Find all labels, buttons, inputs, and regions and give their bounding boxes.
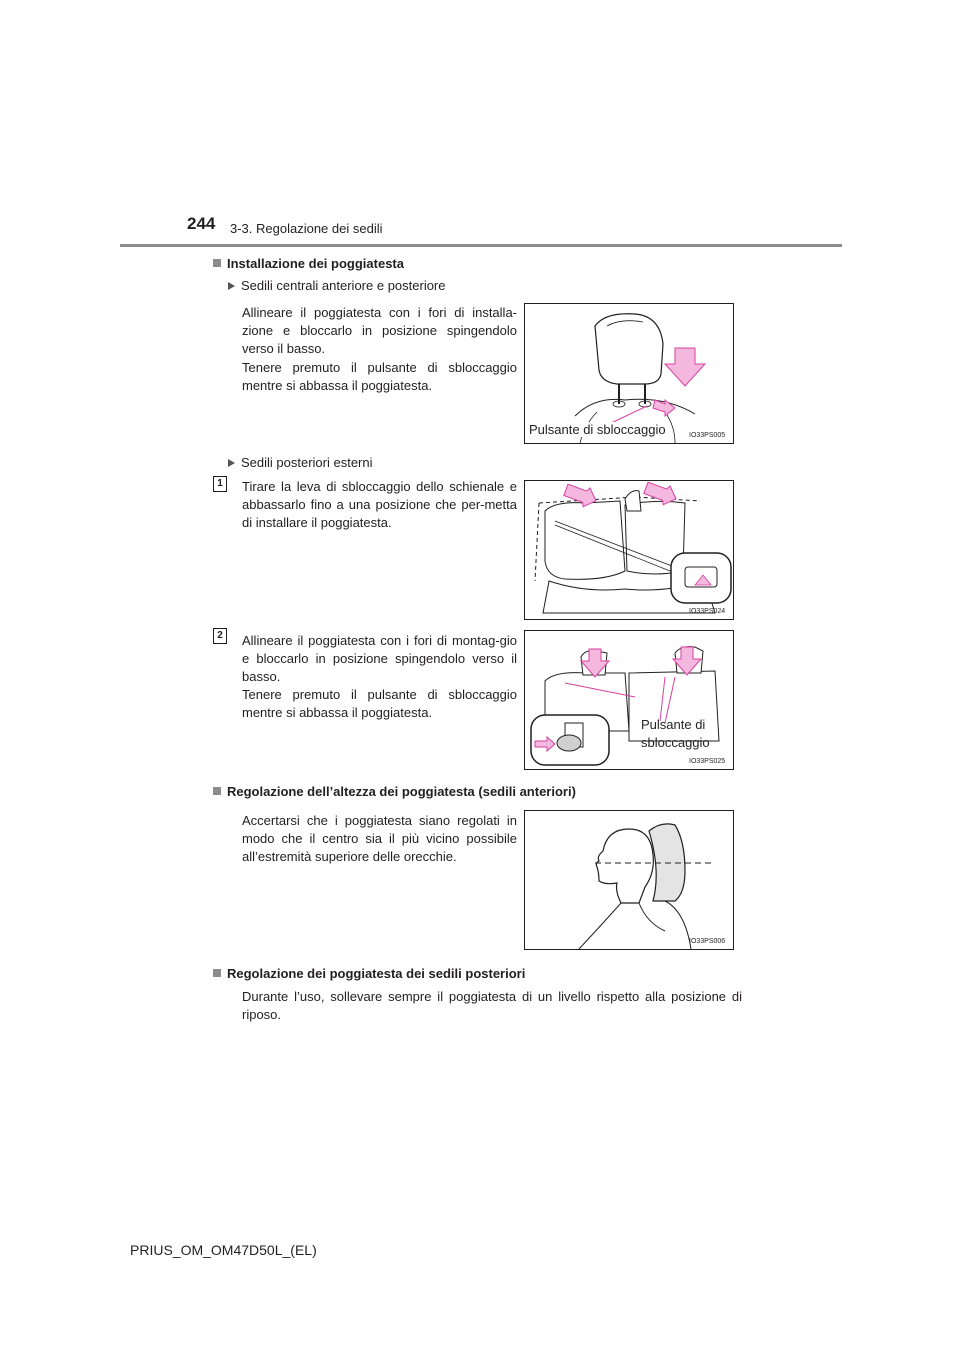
figure-height [524,810,734,950]
figure-front-headrest [524,303,734,444]
figure-code: IO33PS006 [689,938,726,945]
head-profile-illustration [525,811,733,949]
figure-code: IO33PS025 [689,758,726,765]
footer-code: PRIUS_OM_OM47D50L_(EL) [130,1242,317,1258]
triangle-bullet-icon [228,459,235,467]
height-paragraph: Accertarsi che i poggiatesta siano regolati in modo che il centro sia il più vicino possibile all’estremità superiore delle orecchie. [242,813,517,864]
callout-release-line2: sbloccaggio [641,735,710,750]
heading-height: Regolazione dell’altezza dei poggiatesta (sedili anteriori) [213,784,576,799]
front-paragraph-2: Tenere premuto il pulsante di sbloccaggio mentre si abbassa il poggiatesta. [242,360,517,393]
step-badge-1: 1 [213,476,227,492]
sub-rear-seats: Sedili posteriori esterni [228,455,373,470]
heading-install: Installazione dei poggiatesta [213,256,404,271]
callout-release-line1: Pulsante di [641,717,706,732]
square-bullet-icon [213,969,221,977]
rear-seatback-illustration [525,481,733,619]
figure-rear-seatback [524,480,734,620]
section-title: 3-3. Regolazione dei sedili [230,221,383,236]
figure-code: IO33PS024 [689,608,726,615]
sub-front-seats: Sedili centrali anteriore e posteriore [228,278,446,293]
callout-release-button: Pulsante di sbloccaggio [529,422,666,437]
rear-adjust-paragraph: Durante l’uso, sollevare sempre il poggiatesta di un livello rispetto alla posizione di riposo. [242,989,742,1022]
step-badge-2: 2 [213,628,227,644]
figure-code: IO33PS005 [689,432,726,439]
step2-paragraph-1: Allineare il poggiatesta con i fori di montag-gio e bloccarlo in posizione spingendolo verso il basso. [242,633,517,684]
figure-rear-headrest [524,630,734,770]
triangle-bullet-icon [228,282,235,290]
step1-paragraph: Tirare la leva di sbloccaggio dello schienale e abbassarlo fino a una posizione che per-metta di installare il poggiatesta. [242,479,517,530]
front-paragraph-1: Allineare il poggiatesta con i fori di installa-zione e bloccarlo in posizione spingendolo verso il basso. [242,305,517,356]
step2-paragraph-2: Tenere premuto il pulsante di sbloccaggio mentre si abbassa il poggiatesta. [242,687,517,720]
heading-rear-adjust: Regolazione dei poggiatesta dei sedili posteriori [213,966,525,981]
square-bullet-icon [213,259,221,267]
header-rule [120,244,842,247]
page-number: 244 [187,214,216,233]
square-bullet-icon [213,787,221,795]
